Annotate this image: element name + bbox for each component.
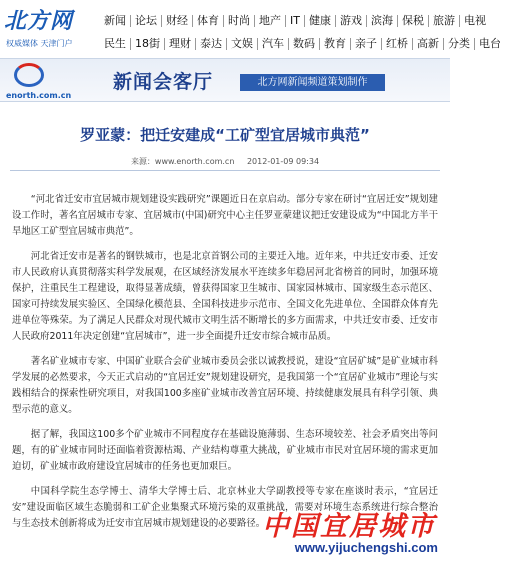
article-paragraph: 著名矿业城市专家、中国矿业联合会矿业城市委员会张以诚教授说，建设“宜居矿城”是矿业城市科学发展的必然要求，今天正式启动的“宜居迁安”规划建设研究，是我国第一个“宜居矿业城市”理论与实践相结合的探索性研究项目，对我国100多座矿业城市改善宜居环境、持续健康发展具有科学引领、典型示范的意义。 <box>12 356 438 415</box>
article-paragraph: 河北省迁安市是著名的钢铁城市，也是北京首钢公司的主要迁入地。近年来，中共迁安市委、迁安市人民政府认真贯彻落实科学发展观，在区域经济发展水平连续多年稳居河北省榜首的同时，加强环境保护，注重民生工程建设，取得显著成绩，曾获得国家卫生城市、国家园林城市、国家级生态示范区、国家可持续发展实验区、全国绿化模范县、全国科技进步示范市、全国文化先进单位、全国群众体育先进单位等殊荣。为了满足人民群众对现代城市文明生活不断增长的多方面需求，中共迁安市委、迁安市人民政府2011年决定创建“宜居城市”，进一步全面提升迁安市综合城市品质。 <box>12 251 438 342</box>
nav-link[interactable]: 18街 <box>131 38 165 50</box>
nav-link[interactable]: 文娱 <box>227 38 258 50</box>
column-banner <box>0 58 450 102</box>
column-subtitle: 北方网新闻频道策划制作 <box>240 74 385 91</box>
nav-link[interactable]: 红桥 <box>382 38 413 50</box>
nav-link[interactable]: 汽车 <box>258 38 289 50</box>
nav-row-2 <box>100 33 501 54</box>
site-header <box>0 0 501 58</box>
watermark-brand: 中国宜居城市 <box>262 511 436 542</box>
top-nav <box>100 10 501 54</box>
watermark-url: www.yijuchengshi.com <box>294 540 438 555</box>
nav-link[interactable]: 教育 <box>320 38 351 50</box>
nav-link[interactable]: 论坛 <box>131 15 162 27</box>
nav-link[interactable]: 体育 <box>193 15 224 27</box>
nav-link[interactable]: 滨海 <box>367 15 398 27</box>
article-body <box>12 192 438 541</box>
enorth-logo[interactable] <box>6 61 72 101</box>
enorth-logo-icon <box>14 63 44 87</box>
article-paragraph: 据了解，我国这100多个矿业城市不同程度存在基础设施薄弱、生态环境较差、社会矛盾突出等问题，有的矿业城市同时还面临着资源枯竭、产业结构尊重大挑战，矿业城市市民对宜居环境的需求更加迫切，矿业城市政府建设宜居城市的任务也更加艰巨。 <box>12 429 438 472</box>
nav-link[interactable]: 民生 <box>100 38 131 50</box>
article-headline: 罗亚蒙：把迁安建成“工矿型宜居城市典范” <box>80 126 370 144</box>
column-title: 新闻会客厅 <box>113 71 214 93</box>
nav-link[interactable]: 保税 <box>398 15 429 27</box>
article-paragraph: 中国科学院生态学博士、清华大学博士后、北京林业大学副教授等专家在座谈时表示，“宜居迁安”建设面临区域生态脆弱和工矿企业集聚式环境污染的双重挑战，需要对环境生态系统进行综合整治与生态技术创新将成为迁安市宜居城市规划建设的必要路径。 <box>12 486 438 529</box>
nav-link[interactable]: 分类 <box>444 38 475 50</box>
nav-link[interactable]: 电视 <box>463 13 486 27</box>
article-meta <box>0 156 450 167</box>
nav-link[interactable]: 理财 <box>165 38 196 50</box>
article-paragraph: “河北省迁安市宜居城市规划建设实践研究”课题近日在京启动。部分专家在研讨“宜居迁安”规划建设工作时，著名宜居城市专家、宜居城市(中国)研究中心主任罗亚蒙建议把迁安建设成为“中国北方半干旱地区工矿型宜居城市典范”。 <box>12 194 438 237</box>
nav-link[interactable]: 旅游 <box>429 15 460 27</box>
nav-link[interactable]: 泰达 <box>196 38 227 50</box>
nav-link[interactable]: 时尚 <box>224 15 255 27</box>
logo-slogan: 权威媒体 天津门户 <box>6 39 73 48</box>
nav-link[interactable]: IT <box>286 15 305 27</box>
nav-link[interactable]: 健康 <box>305 15 336 27</box>
nav-link[interactable]: 数码 <box>289 38 320 50</box>
nav-link[interactable]: 亲子 <box>351 38 382 50</box>
site-logo[interactable] <box>4 4 96 54</box>
nav-link[interactable]: 新闻 <box>100 15 131 27</box>
logo-text: 北方网 <box>4 9 74 34</box>
nav-link[interactable]: 高新 <box>413 38 444 50</box>
nav-link[interactable]: 财经 <box>162 15 193 27</box>
watermark <box>244 504 444 560</box>
nav-link[interactable]: 地产 <box>255 15 286 27</box>
article-datetime: 2012-01-09 09:34 <box>246 157 320 166</box>
divider <box>10 170 440 171</box>
nav-link[interactable]: 游戏 <box>336 15 367 27</box>
enorth-url: enorth.com.cn <box>6 91 72 100</box>
nav-row-1 <box>100 10 486 31</box>
nav-link[interactable]: 电台 <box>479 36 501 50</box>
article-source: 来源：www.enorth.com.cn <box>130 157 235 166</box>
